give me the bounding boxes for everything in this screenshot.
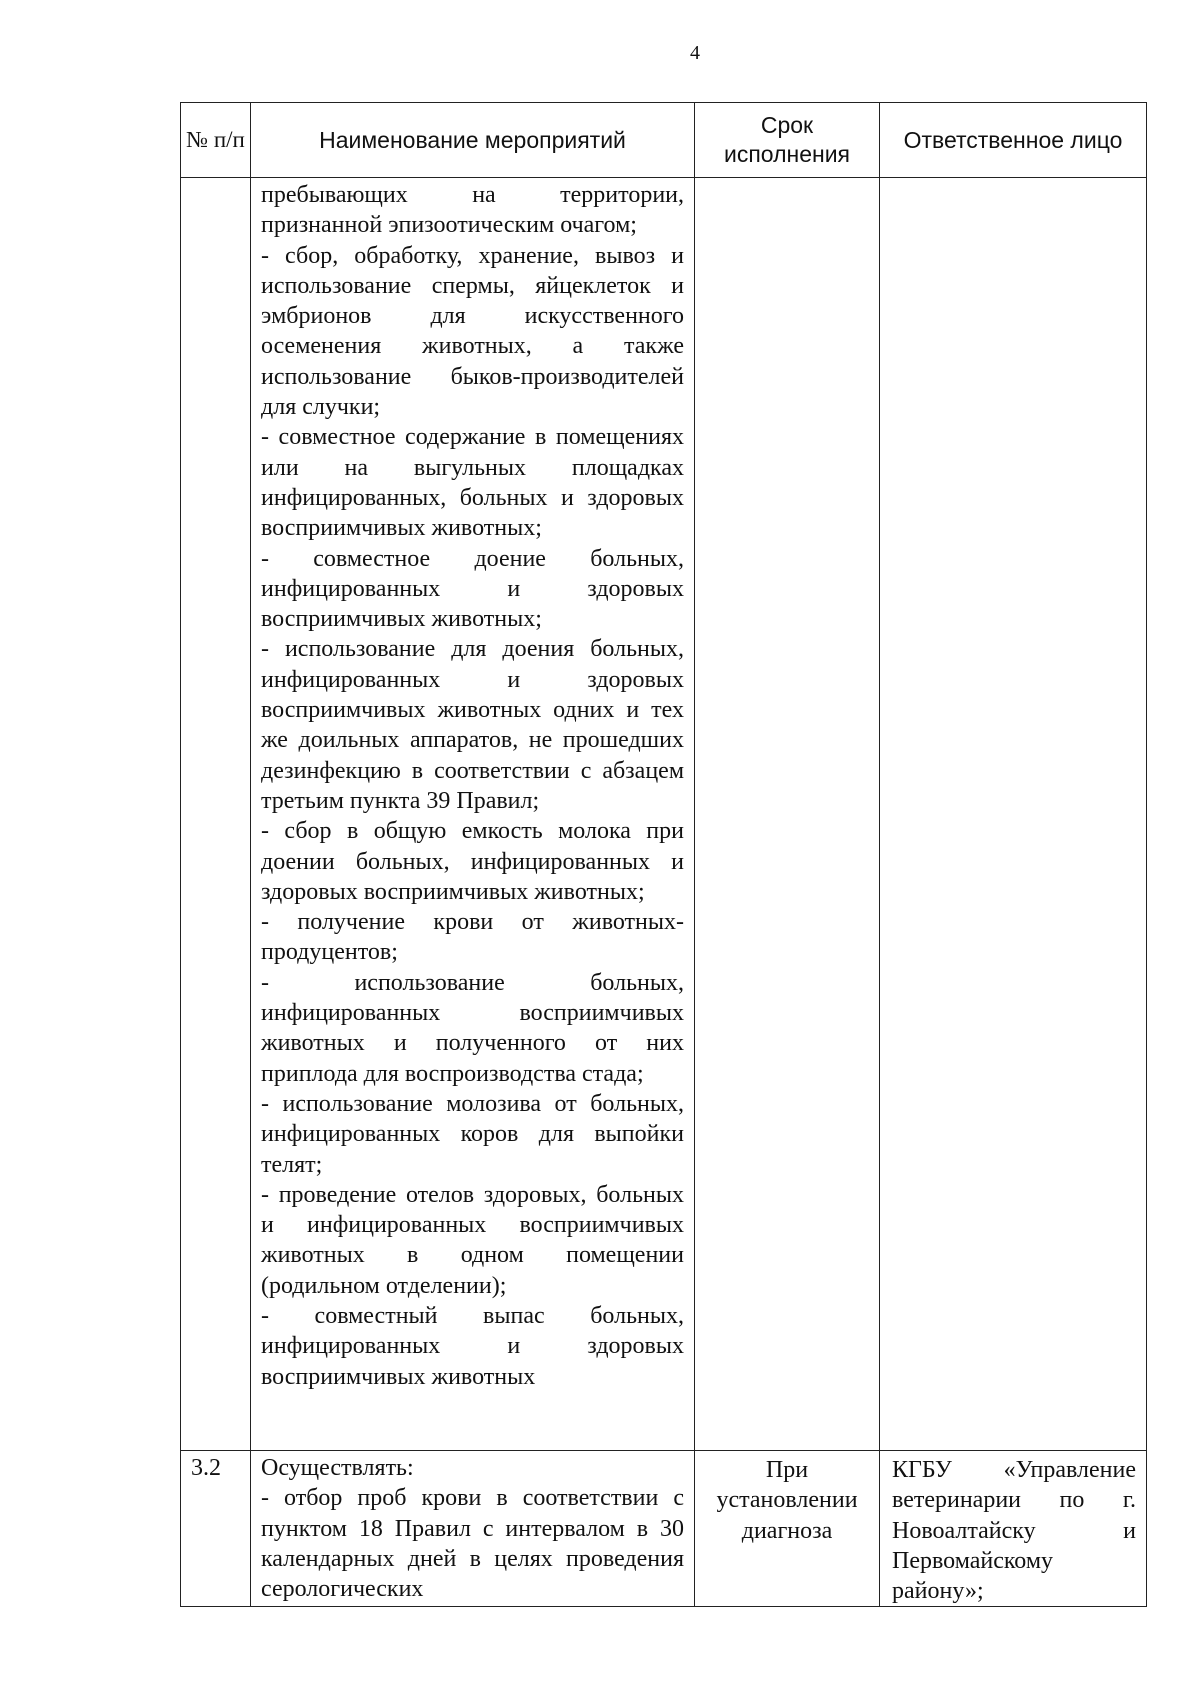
- measure-item: - отбор проб крови в соответствии с пунктом 18 Правил с интервалом в 30 календарных дней в целях проведения серологических: [261, 1485, 684, 1603]
- measure-item: - использование для доения больных, инфицированных и здоровых восприимчивых животных одних и тех же доильных аппаратов, не прошедших дезинфекцию в соответствии с абзацем третьим пункта 39 Правил;: [261, 636, 684, 814]
- term-cell: [695, 178, 880, 1451]
- measure-item: - получение крови от животных-продуцентов;: [261, 909, 684, 966]
- measures-cell: [251, 178, 695, 1451]
- row-number-cell: 3.2: [181, 1451, 251, 1607]
- measure-item: - совместное доение больных, инфицированных и здоровых восприимчивых животных;: [261, 545, 684, 633]
- measure-item: - сбор, обработку, хранение, вывоз и использование спермы, яйцеклеток и эмбрионов для искусственного осеменения животных, а также использование быков-производителей для случки;: [261, 242, 684, 421]
- measure-item: Осуществлять:: [261, 1455, 414, 1481]
- measure-item: пребывающих на территории, признанной эпизоотическим очагом;: [261, 182, 684, 239]
- header-responsible: Ответственное лицо: [880, 103, 1147, 178]
- header-number: № п/п: [181, 103, 251, 178]
- measure-item: - проведение отелов здоровых, больных и инфицированных восприимчивых животных в одном помещении (родильном отделении);: [261, 1181, 684, 1299]
- header-term: Срок исполнения: [695, 103, 880, 178]
- measure-item: - совместный выпас больных, инфицированных и здоровых восприимчивых животных: [261, 1302, 684, 1390]
- row-number-cell: [181, 178, 251, 1451]
- measure-item: - сбор в общую емкость молока при доении больных, инфицированных и здоровых восприимчивых животных;: [261, 818, 684, 905]
- term-cell: При установлении диагноза: [695, 1451, 880, 1607]
- measure-item: - совместное содержание в помещениях или на выгульных площадках инфицированных, больных и здоровых восприимчивых животных;: [261, 424, 684, 542]
- measures-cell: [251, 1451, 695, 1607]
- header-name: Наименование мероприятий: [251, 103, 695, 178]
- table-header-row: [181, 103, 1147, 178]
- measure-item: - использование молозива от больных, инфицированных коров для выпойки телят;: [261, 1090, 684, 1178]
- measure-item: - использование больных, инфицированных восприимчивых животных и полученного от них приплода для воспроизводства стада;: [261, 969, 684, 1087]
- table-row: [181, 178, 1147, 1451]
- responsible-cell: КГБУ «Управление ветеринарии по г. Новоалтайску и Первомайскому району»;: [880, 1451, 1147, 1607]
- responsible-cell: [880, 178, 1147, 1451]
- page-number: 4: [690, 42, 700, 64]
- table-row: [181, 1451, 1147, 1607]
- measures-table: [180, 102, 1147, 1607]
